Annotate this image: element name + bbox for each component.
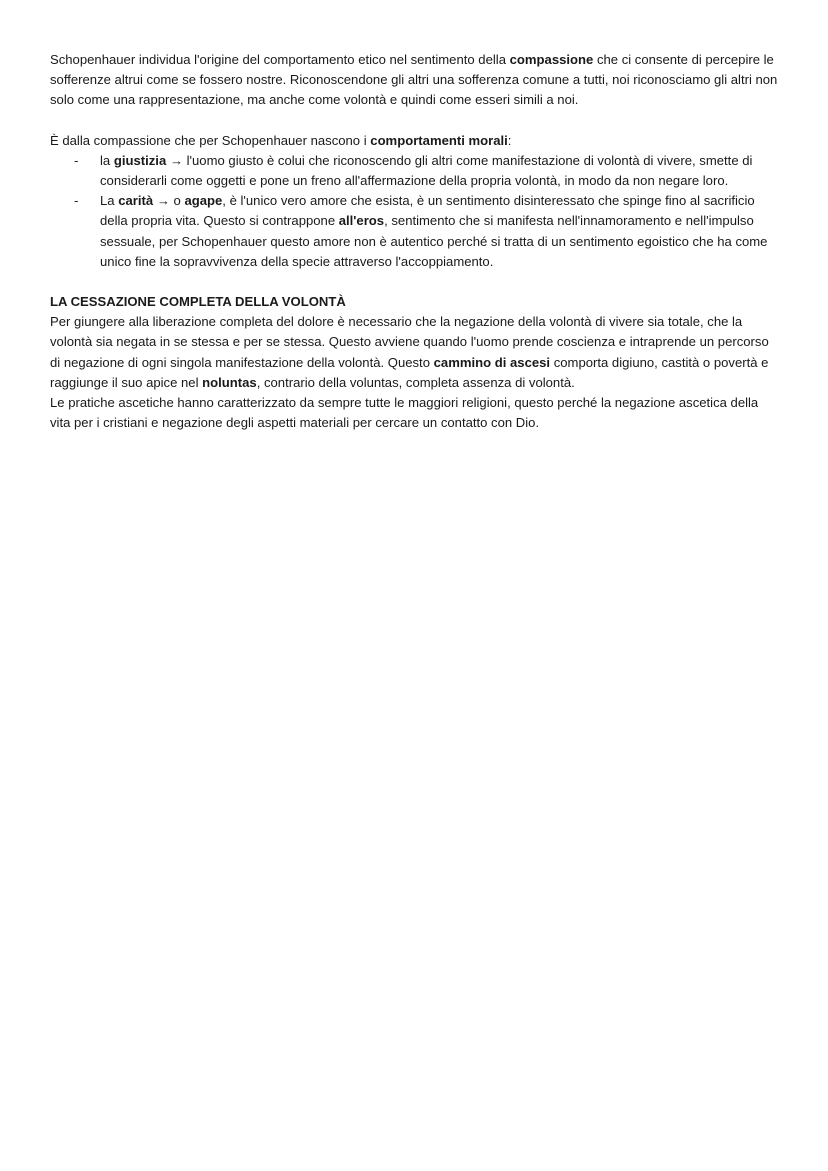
bold-term-carita: carità — [118, 193, 154, 209]
bold-term-agape: agape — [184, 193, 223, 209]
paragraph-compassione — [50, 50, 778, 111]
section-heading: LA CESSAZIONE COMPLETA DELLA VOLONTÀ — [50, 294, 346, 310]
text-run: la — [100, 152, 114, 168]
bold-term-cammino-di-ascesi: cammino di ascesi — [433, 354, 551, 370]
text-run: : — [507, 132, 512, 148]
arrow-right-icon: → — [166, 152, 187, 168]
list-item-giustizia — [50, 151, 778, 191]
list-item-carita — [50, 191, 778, 272]
text-run: comporta digiuno, castità o povertà e raggiunge il suo apice nel — [50, 354, 769, 390]
bold-term-eros: all'eros — [338, 213, 385, 229]
text-run: che ci consente di percepire le sofferenze altrui come se fossero nostre. Riconoscendone gli altri una sofferenza comune a tutti, noi riconosciamo gli altri non solo come una rappresentazione, ma anche come volontà e quindi come esseri simili a noi. — [50, 52, 778, 108]
text-run: Per giungere alla liberazione completa del dolore è necessario che la negazione della volontà di vivere sia totale, che la volontà sia negata in se stessa e per se stessa. Questo avviene quando l'uomo prende coscienza e intraprende un percorso di negazione di ogni singola manifestazione della volontà. Questo — [50, 314, 769, 370]
paragraph-comportamenti-morali — [50, 131, 778, 151]
moral-behaviours-list — [50, 151, 778, 272]
bold-term-giustizia: giustizia — [113, 152, 167, 168]
dash-bullet: - — [74, 193, 79, 209]
paragraph-pratiche-ascetiche: Le pratiche ascetiche hanno caratterizzato da sempre tutte le maggiori religioni, questo perché la negazione ascetica della vita per i cristiani e negazione degli aspetti materiali per cercare un contatto con Dio. — [50, 395, 759, 431]
bold-term-noluntas: noluntas — [202, 374, 257, 390]
text-run: , sentimento che si manifesta nell'innamoramento e nell'impulso sessuale, per Schopenhauer questo amore non è autentico perché si tratta di un sentimento egoistico che ha come unico fine la sopravvivenza della specie attraverso l'accoppiamento. — [100, 213, 768, 269]
text-run: , è l'unico vero amore che esista, è un sentimento disinteressato che spinge fino al sacrificio della propria vita. Questo si contrappone — [100, 193, 755, 229]
bold-term-compassione: compassione — [509, 52, 594, 67]
paragraph-gap — [50, 111, 778, 131]
text-run: La — [100, 193, 119, 209]
section-gap — [50, 272, 778, 292]
text-run: o — [173, 193, 185, 209]
bold-term-comportamenti-morali: comportamenti morali — [370, 132, 508, 148]
dash-bullet: - — [74, 152, 79, 168]
text-run: , contrario della voluntas, completa assenza di volontà. — [256, 374, 575, 390]
paragraph-cessazione — [50, 312, 778, 393]
text-run: Schopenhauer individua l'origine del comportamento etico nel sentimento della — [50, 52, 510, 67]
arrow-right-icon: → — [153, 193, 174, 209]
text-run: È dalla compassione che per Schopenhauer nascono i — [50, 132, 371, 148]
text-run: l'uomo giusto è colui che riconoscendo gli altri come manifestazione di volontà di vivere, smette di considerarli come oggetti e pone un freno all'affermazione della propria volontà, in modo da non negare loro. — [100, 152, 753, 189]
